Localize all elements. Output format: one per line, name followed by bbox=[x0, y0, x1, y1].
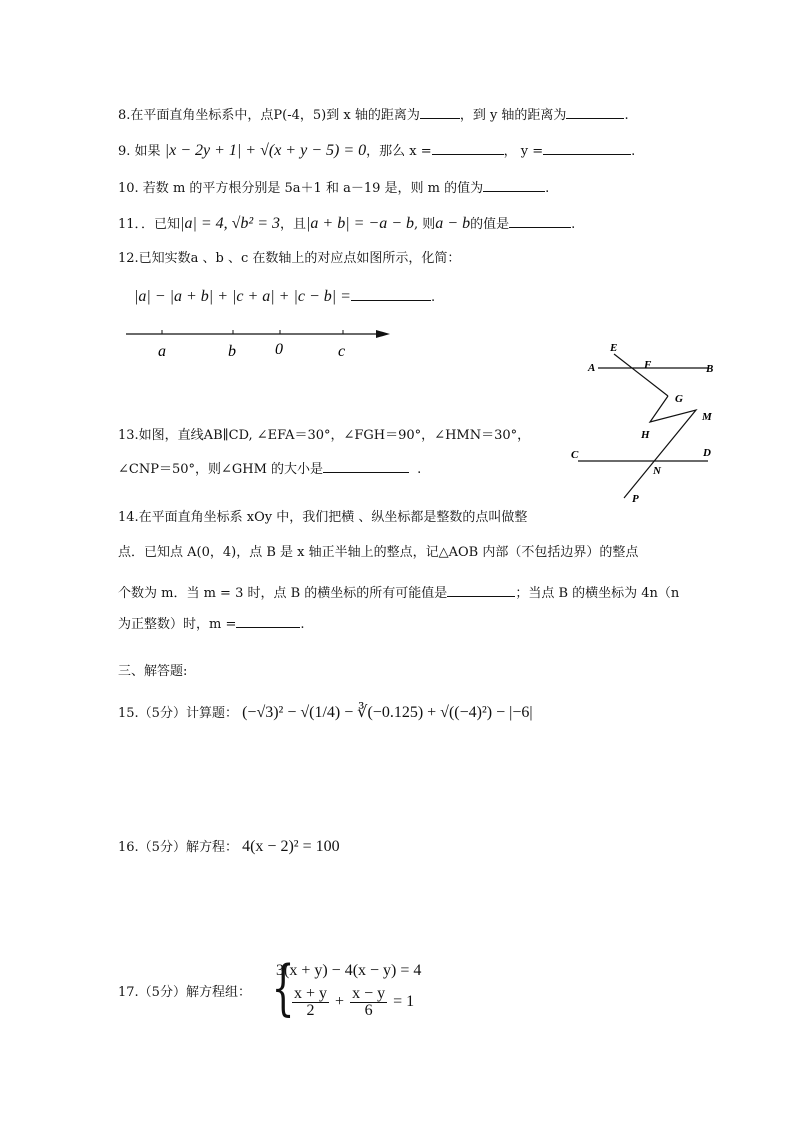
system-brace: { bbox=[271, 953, 295, 1023]
section3-title: 三、解答题: bbox=[118, 664, 188, 679]
figure-13 bbox=[568, 336, 728, 506]
numberline-label-b: b bbox=[228, 343, 236, 360]
q11-mid2: , 则 bbox=[414, 217, 436, 232]
q17-eq1: 3(x + y) − 4(x − y) = 4 bbox=[276, 962, 422, 979]
q13-line2: ∠CNP＝50°，则∠GHM 的大小是 bbox=[118, 462, 324, 477]
q17-frac-1 bbox=[292, 986, 329, 1019]
question-13-line-1 bbox=[118, 427, 530, 445]
q13-blank[interactable] bbox=[323, 458, 409, 473]
question-14-line-1 bbox=[118, 509, 527, 527]
section-heading bbox=[118, 663, 187, 681]
numberline-label-0: 0 bbox=[275, 341, 283, 358]
q17-frac2-num: x − y bbox=[352, 985, 386, 1002]
point-label-h: H bbox=[641, 429, 650, 441]
question-14-line-2 bbox=[118, 544, 638, 562]
q15-label: 15.（5分）计算题： bbox=[118, 706, 238, 721]
q14-blank-1[interactable] bbox=[447, 582, 515, 597]
question-17 bbox=[118, 984, 251, 1002]
point-label-f: F bbox=[644, 359, 652, 371]
q16-label: 16.（5分）解方程： bbox=[118, 840, 238, 855]
question-13-line-2 bbox=[118, 458, 421, 479]
question-11 bbox=[118, 213, 575, 234]
q16-expression: 4(x − 2)² = 100 bbox=[242, 838, 340, 855]
point-label-d: D bbox=[703, 447, 711, 459]
point-label-b: B bbox=[706, 363, 714, 375]
point-label-n: N bbox=[653, 465, 661, 477]
question-16 bbox=[118, 838, 340, 857]
q8-text: 8.在平面直角坐标系中，点P(-4，5)到 x 轴的距离为 bbox=[118, 108, 420, 123]
point-label-g: G bbox=[675, 393, 683, 405]
q8-mid: ，到 y 轴的距离为 bbox=[459, 108, 567, 123]
point-label-m: M bbox=[702, 411, 712, 423]
q10-blank[interactable] bbox=[483, 177, 545, 192]
q11-mid3: 的值是 bbox=[470, 217, 510, 232]
q11-expression-1: |a| = 4, √b² = 3 bbox=[180, 215, 281, 232]
numberline-label-a: a bbox=[158, 343, 166, 360]
q13-end: . bbox=[417, 462, 422, 477]
q17-equation-1 bbox=[276, 962, 421, 980]
q10-end: . bbox=[545, 181, 550, 196]
q11-prefix: 11．．已知 bbox=[118, 217, 181, 232]
point-label-c: C bbox=[571, 449, 579, 461]
q14-line4b: . bbox=[300, 617, 305, 632]
q8-blank-1[interactable] bbox=[420, 104, 460, 119]
q11-end: . bbox=[571, 217, 576, 232]
q8-blank-2[interactable] bbox=[566, 104, 624, 119]
q17-frac1-den: 2 bbox=[306, 1002, 315, 1019]
q15-expression: (−√3)² − √(1/4) − ∛(−0.125) + √((−4)²) − |−6| bbox=[242, 704, 533, 721]
q12-text: 12.已知实数a 、b 、c 在数轴上的对应点如图所示，化简： bbox=[118, 251, 461, 266]
q11-expression-2: |a + b| = −a − b bbox=[306, 215, 415, 232]
q11-blank[interactable] bbox=[509, 213, 571, 228]
question-8 bbox=[118, 104, 629, 125]
question-12 bbox=[118, 250, 460, 268]
question-15 bbox=[118, 704, 533, 723]
q14-line4a: 为正整数）时，m = bbox=[118, 617, 237, 632]
q17-frac2-den: 6 bbox=[364, 1002, 373, 1019]
q17-eq2-rhs: = 1 bbox=[393, 993, 415, 1011]
q9-blank-y[interactable] bbox=[543, 140, 631, 155]
q12-expression: |a| − |a + b| + |c + a| + |c − b| = bbox=[134, 288, 351, 305]
q11-mid: ，且 bbox=[280, 217, 307, 232]
number-line bbox=[118, 322, 398, 362]
q12-blank[interactable] bbox=[351, 286, 431, 301]
q14-line2: 点．已知点 A(0，4)，点 B 是 x 轴正半轴上的整点，记△AOB 内部（不包括边界）的整点 bbox=[118, 545, 639, 560]
q14-blank-2[interactable] bbox=[236, 613, 300, 628]
q12-end: . bbox=[430, 290, 436, 305]
q14-line3a: 个数为 m．当 m = 3 时，点 B 的横坐标的所有可能值是 bbox=[118, 586, 448, 601]
point-label-e: E bbox=[610, 342, 618, 354]
q9-blank-x[interactable] bbox=[432, 140, 504, 155]
question-14-line-4 bbox=[118, 613, 305, 634]
q9-mid: ，那么 x = bbox=[366, 144, 432, 159]
q10-text: 10. 若数 m 的平方根分别是 5a＋1 和 a－19 是，则 m 的值为 bbox=[118, 181, 484, 196]
q17-equation-2: $\frac{x + y}{2}$ + $\frac{x - y}{6}$ = 1 bbox=[294, 985, 415, 1019]
q9-end: . bbox=[631, 144, 636, 159]
q17-frac1-num: x + y bbox=[294, 985, 328, 1002]
q9-mid2: ， y = bbox=[503, 144, 544, 159]
question-10 bbox=[118, 177, 549, 198]
q13-line1: 13.如图，直线AB∥CD, ∠EFA＝30°，∠FGH＝90°，∠HMN＝30°， bbox=[118, 428, 531, 443]
point-label-a: A bbox=[588, 362, 596, 374]
point-label-p: P bbox=[632, 493, 639, 505]
q14-line1: 14.在平面直角坐标系 xOy 中，我们把横 、纵坐标都是整数的点叫做整 bbox=[118, 510, 528, 525]
q14-line3b: ；当点 B 的横坐标为 4n（n bbox=[515, 586, 680, 601]
question-12-expression bbox=[134, 286, 435, 307]
question-9 bbox=[118, 140, 635, 161]
question-14-line-3 bbox=[118, 582, 679, 603]
q17-frac-2 bbox=[350, 986, 387, 1019]
q9-prefix: 9. 如果 bbox=[118, 144, 161, 159]
q8-end: . bbox=[624, 108, 629, 123]
q17-label: 17.（5分）解方程组： bbox=[118, 985, 251, 1000]
numberline-label-c: c bbox=[338, 343, 346, 360]
q9-expression: |x − 2y + 1| + √(x + y − 5) = 0 bbox=[164, 142, 367, 159]
q11-expression-3: a − b bbox=[435, 215, 471, 232]
